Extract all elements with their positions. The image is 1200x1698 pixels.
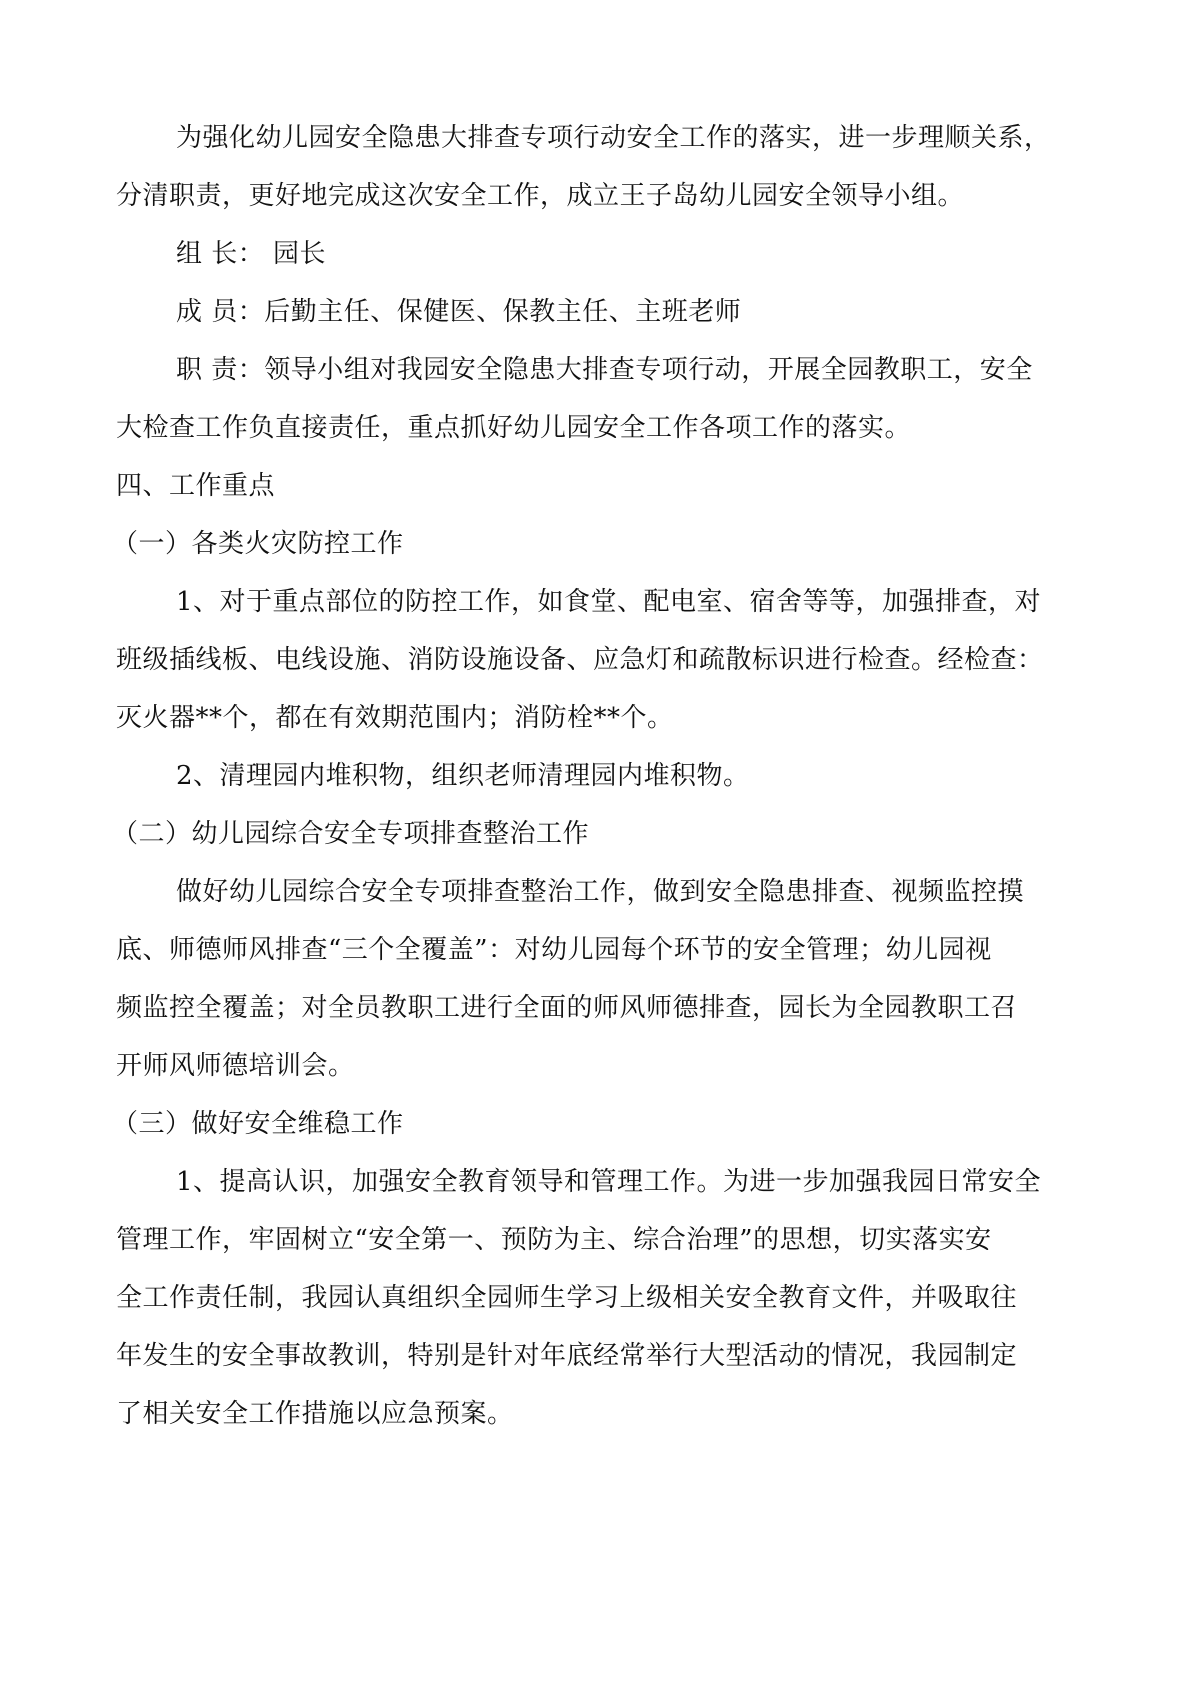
paragraph-line: 了相关安全工作措施以应急预案。 (116, 1399, 514, 1429)
paragraph-line: 组 长： 园长 (176, 239, 327, 269)
paragraph-line: 为强化幼儿园安全隐患大排查专项行动安全工作的落实，进一步理顺关系， (176, 123, 1051, 153)
subsection-heading: （一）各类火灾防控工作 (112, 529, 404, 559)
paragraph-line: 分清职责，更好地完成这次安全工作，成立王子岛幼儿园安全领导小组。 (116, 181, 965, 211)
paragraph-line: 1、对于重点部位的防控工作，如食堂、配电室、宿舍等等，加强排查，对 (176, 587, 1042, 617)
paragraph-line: 1、提高认识，加强安全教育领导和管理工作。为进一步加强我园日常安全 (176, 1167, 1042, 1197)
paragraph-line: 成 员：后勤主任、保健医、保教主任、主班老师 (176, 297, 742, 327)
paragraph-line: 做好幼儿园综合安全专项排查整治工作，做到安全隐患排查、视频监控摸 (176, 877, 1025, 907)
paragraph-line: 班级插线板、电线设施、消防设施设备、应急灯和疏散标识进行检查。经检查： (116, 645, 1044, 675)
paragraph-line: 频监控全覆盖；对全员教职工进行全面的师风师德排查，园长为全园教职工召 (116, 993, 1018, 1023)
subsection-heading: （三）做好安全维稳工作 (112, 1109, 404, 1139)
paragraph-line: 职 责：领导小组对我园安全隐患大排查专项行动，开展全园教职工，安全 (176, 355, 1033, 385)
paragraph-line: 全工作责任制，我园认真组织全园师生学习上级相关安全教育文件，并吸取往 (116, 1283, 1018, 1313)
subsection-heading: （二）幼儿园综合安全专项排查整治工作 (112, 819, 590, 849)
paragraph-line: 开师风师德培训会。 (116, 1051, 355, 1081)
paragraph-line: 底、师德师风排查“三个全覆盖”：对幼儿园每个环节的安全管理；幼儿园视 (116, 935, 992, 965)
section-heading: 四、工作重点 (116, 471, 276, 501)
paragraph-line: 灭火器**个，都在有效期范围内；消防栓**个。 (116, 703, 674, 733)
paragraph-line: 管理工作，牢固树立“安全第一、预防为主、综合治理”的思想，切实落实安 (116, 1225, 992, 1255)
paragraph-line: 2、清理园内堆积物，组织老师清理园内堆积物。 (176, 761, 750, 791)
paragraph-line: 年发生的安全事故教训，特别是针对年底经常举行大型活动的情况，我园制定 (116, 1341, 1018, 1371)
paragraph-line: 大检查工作负直接责任，重点抓好幼儿园安全工作各项工作的落实。 (116, 413, 912, 443)
